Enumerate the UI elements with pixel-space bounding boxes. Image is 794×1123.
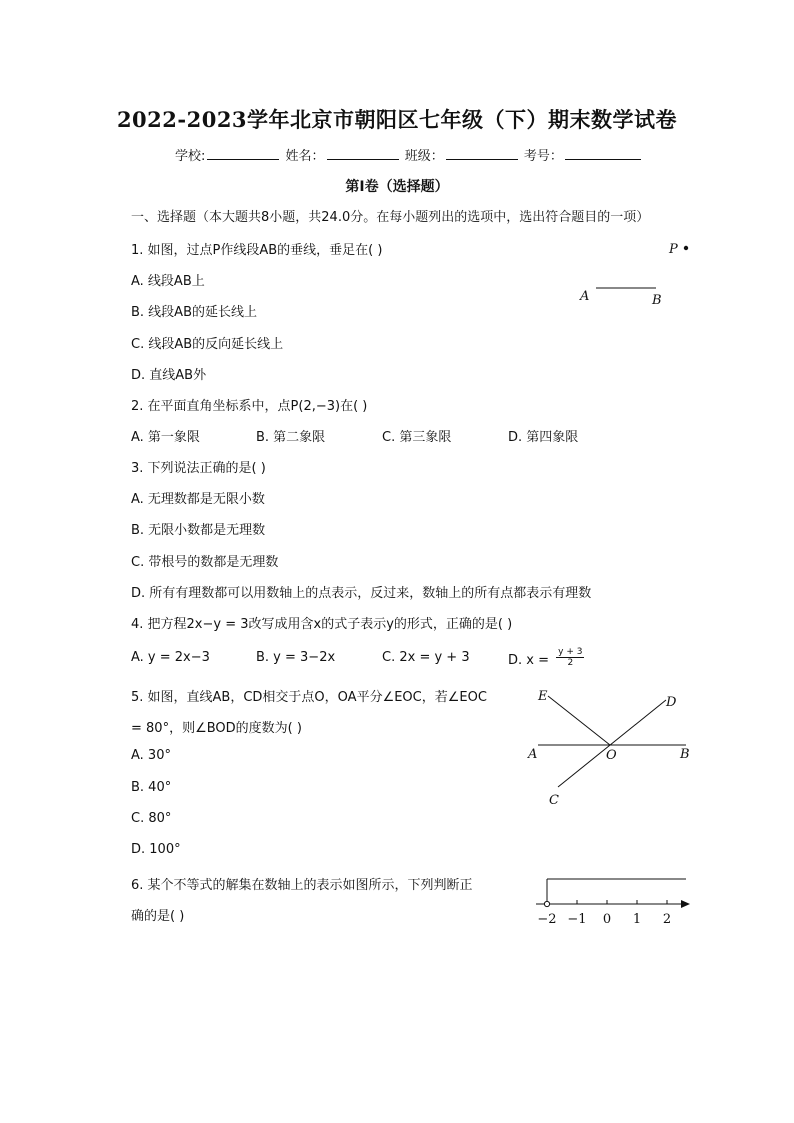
axis-tick-label: 1 <box>632 912 642 927</box>
q5-fig-label-b: B <box>680 747 690 762</box>
axis-tick-label: −2 <box>537 912 557 927</box>
q4-d-numerator: y + 3 <box>558 647 583 657</box>
q1-option-a: A. 线段AB上 <box>131 274 205 289</box>
point-p <box>684 246 688 250</box>
q2-stem: 2. 在平面直角坐标系中，点P(2,−3)在( ) <box>131 399 368 414</box>
q4-option-a: A. y = 2x−3 <box>131 650 210 665</box>
axis-tick-label: −1 <box>567 912 587 927</box>
name-blank <box>327 147 399 160</box>
axis-tick-label: 0 <box>602 912 612 927</box>
q3-option-b: B. 无限小数都是无理数 <box>131 523 266 538</box>
q6-stem-line2: 确的是( ) <box>131 909 185 924</box>
student-info <box>175 145 643 164</box>
q5-stem-line1: 5. 如图，直线AB，CD相交于点O，OA平分∠EOC，若∠EOC <box>131 690 487 705</box>
q5-fig-label-a: A <box>528 747 538 762</box>
q2-option-c: C. 第三象限 <box>382 430 452 445</box>
line-cd <box>558 700 666 787</box>
q4-option-c: C. 2x = y + 3 <box>382 650 470 665</box>
school-blank <box>207 147 279 160</box>
q1-fig-label-b: B <box>652 293 662 308</box>
q4-stem: 4. 把方程2x−y = 3改写成用含x的式子表示y的形式，正确的是( ) <box>131 617 513 632</box>
axis-arrow-icon <box>681 900 690 908</box>
q5-fig-label-d: D <box>666 695 677 710</box>
q6-stem-line1: 6. 某个不等式的解集在数轴上的表示如图所示，下列判断正 <box>131 878 473 893</box>
q4-option-b: B. y = 3−2x <box>256 650 336 665</box>
class-blank <box>446 147 518 160</box>
q5-fig-label-e: E <box>538 689 548 704</box>
volume-heading: 第I卷（选择题） <box>345 179 449 195</box>
q4-option-d <box>508 647 584 671</box>
q1-fig-label-a: A <box>580 289 590 304</box>
q1-stem: 1. 如图，过点P作线段AB的垂线，垂足在( ) <box>131 243 383 258</box>
q5-figure <box>520 684 700 812</box>
q4-d-fraction <box>556 647 584 668</box>
q5-option-c: C. 80° <box>131 811 172 826</box>
name-label: 姓名： <box>285 149 325 164</box>
ray-oe <box>548 696 610 745</box>
exam-no-blank <box>565 147 641 160</box>
q1-option-d: D. 直线AB外 <box>131 368 207 383</box>
q1-option-c: C. 线段AB的反向延长线上 <box>131 337 284 352</box>
q4-d-denominator: 2 <box>567 658 574 668</box>
q5-fig-label-c: C <box>549 793 559 808</box>
q2-option-b: B. 第二象限 <box>256 430 326 445</box>
q3-option-d: D. 所有有理数都可以用数轴上的点表示，反过来，数轴上的所有点都表示有理数 <box>131 586 592 601</box>
q3-option-c: C. 带根号的数都是无理数 <box>131 555 279 570</box>
q6-number-line-figure <box>528 870 698 932</box>
q4-d-prefix: D. x = <box>508 653 549 668</box>
axis-tick-label: 2 <box>662 912 672 927</box>
q1-fig-label-p: P <box>669 242 678 257</box>
section-heading: 一、选择题（本大题共8小题，共24.0分。在每小题列出的选项中，选出符合题目的一项） <box>131 210 650 225</box>
q1-figure <box>570 236 700 316</box>
q5-option-a: A. 30° <box>131 748 171 763</box>
q5-option-d: D. 100° <box>131 842 181 857</box>
open-endpoint <box>544 901 549 906</box>
q3-stem: 3. 下列说法正确的是( ) <box>131 461 266 476</box>
q5-fig-label-o: O <box>606 748 617 763</box>
q5-stem-line2: = 80°，则∠BOD的度数为( ) <box>131 721 302 736</box>
class-label: 班级： <box>404 149 444 164</box>
q2-option-d: D. 第四象限 <box>508 430 579 445</box>
q2-option-a: A. 第一象限 <box>131 430 200 445</box>
q5-option-b: B. 40° <box>131 780 172 795</box>
exam-no-label: 考号： <box>523 149 563 164</box>
school-label: 学校: <box>175 149 206 164</box>
q1-option-b: B. 线段AB的延长线上 <box>131 305 257 320</box>
q3-option-a: A. 无理数都是无限小数 <box>131 492 265 507</box>
exam-title: 2022-2023学年北京市朝阳区七年级（下）期末数学试卷 <box>116 107 678 132</box>
